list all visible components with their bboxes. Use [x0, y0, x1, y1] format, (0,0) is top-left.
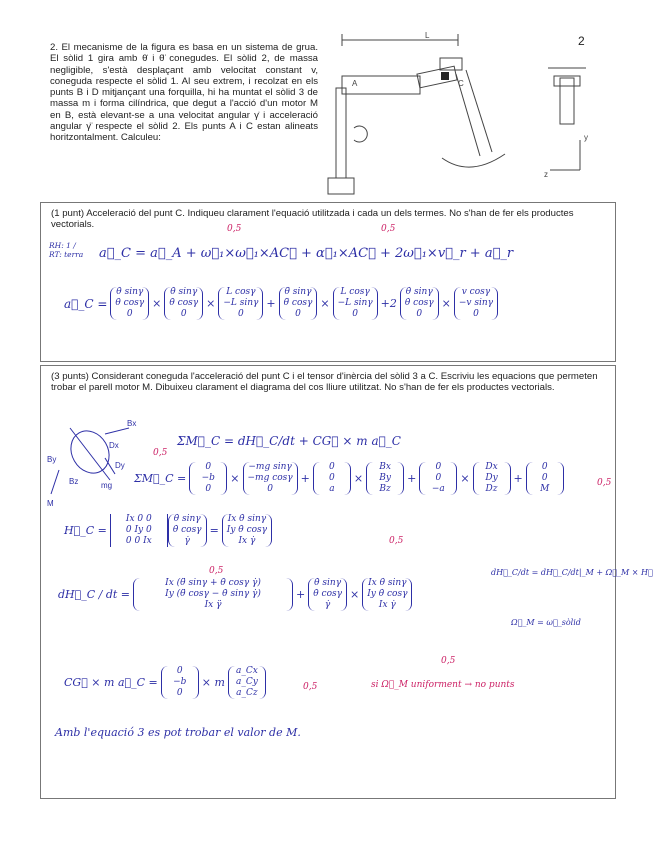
vector: 0 0 M	[526, 462, 564, 495]
mass-factor: × m	[201, 676, 225, 689]
score-annotation: 0,5	[381, 224, 396, 234]
score-annotation: 0,5	[303, 682, 318, 692]
vector: −mg sinγ −mg cosγ 0	[243, 462, 298, 495]
grading-note: si Ω⃗_M uniforment → no punts	[371, 680, 515, 690]
free-body-diagram	[45, 410, 155, 510]
vector: v cosγ −v sinγ 0	[454, 287, 498, 320]
conclusion: Amb l'equació 3 es pot trobar el valor de M.	[55, 726, 301, 739]
lhs-label: a⃗_C =	[64, 296, 108, 311]
vector: 0 0 a	[313, 462, 351, 495]
lhs-label: H⃗_C =	[64, 524, 107, 537]
score-annotation: 0,5	[227, 224, 242, 234]
vector: Bx By Bz	[366, 462, 404, 495]
score-annotation: 0,5	[153, 448, 168, 458]
fbd-label: Dy	[115, 461, 125, 470]
fig-label-A: A	[352, 79, 358, 88]
fig-label-C: C	[458, 79, 464, 88]
fbd-label: Bx	[127, 419, 137, 428]
vector: θ̈ sinγ θ̈ cosγ 0	[279, 287, 318, 320]
angular-momentum: H⃗_C = Ix 0 0 0 Iy 0 0 0 Ix θ̇ sinγ θ̇ cosγ γ̇ = Ix θ̇ sinγ Iy θ̇ cosγ Ix γ̇	[61, 514, 272, 547]
part-a-equation: a⃗_C = a⃗_A + ω⃗₁×ω⃗₁×AC⃗ + α⃗₁×AC⃗ + 2ω⃗₁×v⃗_r + a⃗_r	[99, 246, 514, 261]
side-note: Ω⃗_M = ω⃗_sòlid	[511, 618, 581, 627]
axis-z-label: z	[544, 170, 548, 179]
fbd-label: Bz	[69, 477, 79, 486]
score-annotation: 0,5	[389, 536, 404, 546]
axis-y-label: y	[584, 133, 588, 142]
fbd-label: By	[47, 455, 57, 464]
part-b-title: (3 punts) Considerant coneguda l'acceleració del punt C i el tensor d'inèrcia del sòlid 3 a C. Escriviu les equacions que permeten trobar el parell motor M. Dibuixeu clarament el diagrama del cos lliure utilitzat. No s'han de fer els productes vectorials.	[51, 371, 598, 394]
part-a-expanded: a⃗_C = θ̇ sinγ θ̇ cosγ 0 × θ̇ sinγ θ̇ cosγ 0 × L cosγ −L sinγ 0 + θ̈ sinγ θ̈ cosγ 0 × L cosγ −L sinγ 0 +2 θ̇ sinγ θ̇ cosγ 0 × v cosγ −v sinγ 0	[61, 287, 498, 320]
vector: Dx Dy Dz	[473, 462, 511, 495]
main-equation: ΣM⃗_C = dH⃗_C/dt + CG⃗ × m a⃗_C	[177, 434, 401, 448]
vector: Ix (θ̈ sinγ + θ̇ cosγ γ̇) Iy (θ̈ cosγ − θ̇ sinγ γ̇) Ix γ̈	[133, 578, 293, 611]
cg-term	[61, 666, 266, 699]
vector: L cosγ −L sinγ 0	[218, 287, 263, 320]
part-a-title: (1 punt) Acceleració del punt C. Indiqueu clarament l'equació utilitzada i cada un dels termes. No s'han de fer els productes vectorials.	[51, 208, 574, 231]
fbd-label: mg	[101, 481, 113, 490]
score-annotation: 0,5	[441, 656, 456, 666]
page-number: 2	[578, 34, 585, 48]
angular-momentum-derivative: dH⃗_C / dt = Ix (θ̈ sinγ + θ̇ cosγ γ̇) Iy (θ̈ cosγ − θ̇ sinγ γ̇) Ix γ̈ + θ̇ sinγ θ̇ cosγ γ̇ × Ix θ̇ sinγ Iy θ̇ cosγ Ix γ̇	[55, 578, 412, 611]
mechanism-figure	[330, 28, 520, 203]
vector: θ̇ sinγ θ̇ cosγ γ̇	[308, 578, 347, 611]
fbd-label: M	[47, 499, 54, 508]
lhs-label: CG⃗ × m a⃗_C =	[64, 676, 158, 689]
inertia-tensor: Ix 0 0 0 Iy 0 0 0 Ix	[110, 514, 168, 547]
vector: Ix θ̇ sinγ Iy θ̇ cosγ Ix γ̇	[362, 578, 412, 611]
problem-statement: 2. El mecanisme de la figura es basa en un sistema de grua. El sòlid 1 gira amb θ̇ i θ̈ conegudes. El sòlid 2, de massa negligible, s'està desplaçant amb velocitat constant v, coneguda respecte el sòlid 1. Al seu extrem, i recolzat en els punts B i D mitjançant una forquilla, hi ha muntat el sòlid 3 de massa m i forma cilíndrica, que degut a l'acció d'un motor M en B, està elevant-se a una velocitat angular γ̇ i acceleració angular γ̈ respecte el sòlid 2. Els punts A i C estan alineats horitzontalment. Calculeu:	[50, 42, 318, 144]
vector: θ̇ sinγ θ̇ cosγ γ̇	[168, 514, 207, 547]
moment-sum: ΣM⃗_C = 0 −b 0 × −mg sinγ −mg cosγ 0 + 0 0 a × Bx By Bz + 0 0 −a × Dx Dy Dz + 0 0 M	[131, 462, 564, 495]
vector: L cosγ −L sinγ 0	[333, 287, 378, 320]
reference-note: RH: 1 / RT: terra	[49, 241, 84, 259]
vector: 0 −b 0	[189, 462, 227, 495]
side-view-figure	[540, 60, 620, 180]
lhs-label: ΣM⃗_C =	[134, 472, 187, 485]
lhs-label: dH⃗_C / dt =	[58, 588, 131, 601]
fbd-label: Dx	[109, 441, 119, 450]
vector: 0 −b 0	[161, 666, 199, 699]
vector: 0 0 −a	[419, 462, 457, 495]
vector: θ̇ sinγ θ̇ cosγ 0	[400, 287, 439, 320]
score-annotation: 0,5	[209, 566, 224, 576]
part-b-panel	[40, 365, 653, 799]
side-note: dH⃗_C/dt = dH⃗_C/dt|_M + Ω⃗_M × H⃗	[491, 568, 653, 577]
vector: a_Cx a_Cy a_Cz	[228, 666, 266, 699]
vector: Ix θ̇ sinγ Iy θ̇ cosγ Ix γ̇	[222, 514, 272, 547]
vector: θ̇ sinγ θ̇ cosγ 0	[164, 287, 203, 320]
score-annotation: 0,5	[597, 478, 612, 488]
fig-label-L: L	[425, 31, 430, 40]
vector: θ̇ sinγ θ̇ cosγ 0	[110, 287, 149, 320]
part-a-panel	[40, 202, 616, 362]
